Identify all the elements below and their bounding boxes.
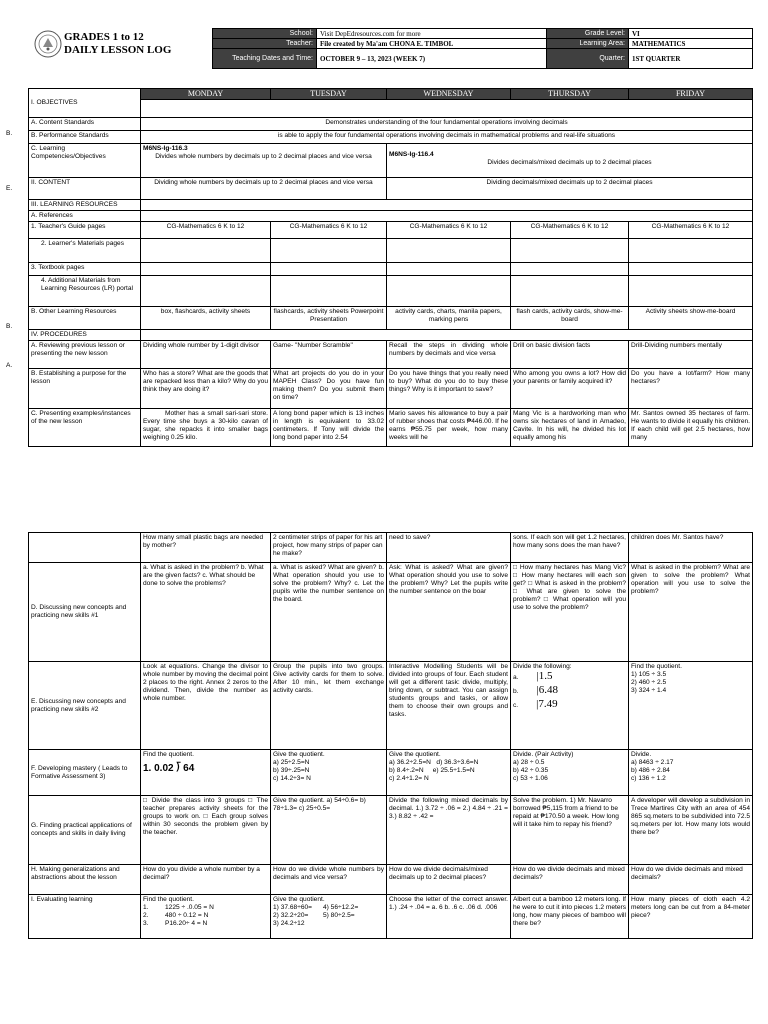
content-std-value: Demonstrates understanding of the four fundamental operations involving decimals <box>141 118 753 131</box>
pe-fri-2: 2) 460 ÷ 2.5 <box>631 679 667 686</box>
pa-fri: Drill-Dividing numbers mentally <box>629 341 753 369</box>
pb-wed: Do you have things that you really need to buy? What do you do to buy these things? Why is it important to save? <box>387 369 511 409</box>
pf-tue <box>271 750 387 796</box>
pi-tue-1: 1) 37.68÷60= 4) 56÷12.2= <box>273 904 359 911</box>
pd-tue: a. What is asked? What are given? b. What operation should you use to solve the problem? Why? c. Let the pupils write the number sentence on the board. <box>271 563 387 662</box>
pc-cont-tue: 2 centimeter strips of paper for his art project, how many strips of paper can he make? <box>271 533 387 563</box>
row-proc-b: B. Establishing a purpose for the lesson <box>29 369 141 409</box>
pc-cont-thu: sons. If each son will get 1.2 hectares, how many sons does the man have? <box>511 533 629 563</box>
content-mon-tue: Dividing whole numbers by decimals up to 2 decimal places and vice versa <box>141 178 387 200</box>
pe-thu-item-a <box>513 672 626 686</box>
ph-thu: How do we divide decimals and mixed decimals? <box>511 865 629 895</box>
day-monday: MONDAY <box>141 89 271 100</box>
pa-wed: Recall the steps in dividing whole numbers by decimals and vice versa <box>387 341 511 369</box>
ph-tue: How do we divide whole numbers by decimals and vice versa? <box>271 865 387 895</box>
tg-mon: CG-Mathematics 6 K to 12 <box>141 222 271 239</box>
pb-mon: Who has a store? What are the goods that are repacked less than a kilo? Why do you think they are doing it? <box>141 369 271 409</box>
pf-thu-title: Divide. (Pair Activity) <box>513 751 574 758</box>
pg-wed: Divide the following mixed decimals by decimal. 1.) 3.72 ÷ .06 = 2.) 4.84 ÷ .21 = 3.) 8.82 ÷ .42 = <box>387 796 511 865</box>
pi-mon-title: Find the quotient. <box>143 896 194 903</box>
row-procedures: IV. PROCEDURES <box>29 330 141 341</box>
row-content-std: A. Content Standards <box>29 118 141 131</box>
lc-wed-fri-text: Divides decimals/mixed decimals up to 2 decimal places <box>487 159 652 166</box>
pf-fri-a: a) 8463 ÷ 2.17 <box>631 759 674 766</box>
pb-thu: Who among you owns a lot? How did your parents or family acquired it? <box>511 369 629 409</box>
header-table <box>212 28 753 69</box>
pf-thu-c: c) 53 ÷ 1.06 <box>513 775 548 782</box>
pe-thu-title: Divide the following: <box>513 663 572 670</box>
olr-tue: flashcards, activity sheets Powerpoint Presentation <box>271 307 387 330</box>
pg-thu: Solve the problem. 1) Mr. Navarro borrowed ₱5,115 from a friend to be repaid at ₱170.50 a week. How long will it take him to repay his friend? <box>511 796 629 865</box>
deped-seal-icon <box>34 30 62 58</box>
pe-fri-3: 3) 324 ÷ 1.4 <box>631 687 667 694</box>
pf-tue-title: Give the quotient. <box>273 751 325 758</box>
teacher-label: Teacher: <box>213 39 317 49</box>
pi-mon <box>141 895 271 939</box>
quarter-label: Quarter: <box>547 49 629 69</box>
ph-wed: How do we divide decimals/mixed decimals up to 2 decimal places? <box>387 865 511 895</box>
olr-thu: flash cards, activity cards, show-me-board <box>511 307 629 330</box>
area-value: MATHEMATICS <box>629 39 753 49</box>
pd-mon: a. What is asked in the problem? b. What are the given facts? c. What should be done to solve the problems? <box>141 563 271 662</box>
pe-wed: Interactive Modelling Students will be divided into groups of four. Each student will get a different task: divide, multiply, bring down, or subtract. You can assign students groups and tasks, or allow them to choose their own groups and tasks. <box>387 662 511 750</box>
pf-fri-b: b) 486 ÷ 2.84 <box>631 767 670 774</box>
resources-blank <box>141 200 753 211</box>
objectives-blank <box>141 100 753 118</box>
pe-tue: Group the pupils into two groups. Give activity cards for them to solve. After 10 min., let them exchange activity cards. <box>271 662 387 750</box>
row-proc-a: A. Reviewing previous lesson or presenting the new lesson <box>29 341 141 369</box>
pf-thu <box>511 750 629 796</box>
area-label: Learning Area: <box>547 39 629 49</box>
pf-mon-item: 1. 0.02 ⟌ 64 <box>143 763 195 774</box>
pe-fri-1: 1) 105 ÷ 3.5 <box>631 671 667 678</box>
pf-wed <box>387 750 511 796</box>
row-content: II. CONTENT <box>29 178 141 200</box>
pf-thu-a: a) 28 ÷ 0.5 <box>513 759 545 766</box>
day-wednesday: WEDNESDAY <box>387 89 511 100</box>
row-learners-materials: 2. Learner's Materials pages <box>29 239 141 263</box>
row-learning-competencies: C. Learning Competencies/Objectives <box>29 144 141 178</box>
lc-mon-tue-text: Divides whole numbers by decimals up to 2 decimal places and vice versa <box>155 153 372 160</box>
pg-mon: □ Divide the class into 3 groups □ The teacher prepares activity sheets for the groups to work on. □ Each group solves within 30 seconds the problem given by the teacher. <box>141 796 271 865</box>
pi-mon-1: 1. 1225 ÷ .0.05 = N <box>143 904 214 911</box>
row-perf-std: B. Performance Standards <box>29 131 141 144</box>
pf-wed-title: Give the quotient. <box>389 751 441 758</box>
row-proc-c: C. Presenting examples/instances of the new lesson <box>29 409 141 447</box>
olr-fri: Activity sheets show-me-board <box>629 307 753 330</box>
row-proc-e: E. Discussing new concepts and practicing new skills #2 <box>29 662 141 750</box>
pi-tue-3: 3) 24.2÷12 <box>273 920 305 927</box>
lc-code-116-4: M6NS-Ig-116.4 <box>389 151 434 158</box>
dates-value: OCTOBER 9 – 13, 2023 (WEEK 7) <box>317 49 547 69</box>
grade-label: Grade Level: <box>547 29 629 39</box>
row-objectives: I. OBJECTIVES <box>29 89 141 118</box>
pf-fri <box>629 750 753 796</box>
pd-fri: What is asked in the problem? What are given to solve the problem? What operation will you use to solve the problem? <box>629 563 753 662</box>
pc-wed: Mario saves his allowance to buy a pair of rubber shoes that costs ₱446.00. If he earns ₱55.75 per week, how many weeks will he <box>387 409 511 447</box>
school-label: School: <box>213 29 317 39</box>
margin-marker-b2: B. <box>6 323 13 330</box>
school-value: Visit DepEdresources.com for more <box>317 29 547 39</box>
row-proc-d: D. Discussing new concepts and practicing new skills #1 <box>29 563 141 662</box>
title-dll: DAILY LESSON LOG <box>64 44 172 56</box>
procedures-blank <box>141 330 753 341</box>
tg-tue: CG-Mathematics 6 K to 12 <box>271 222 387 239</box>
lc-mon-tue <box>141 144 387 178</box>
pi-mon-3: 3. P16.20÷ 4 = N <box>143 920 208 927</box>
perf-std-value: is able to apply the four fundamental operations involving decimals in mathematical problems and real-life situations <box>141 131 753 144</box>
dll-table-page1 <box>28 88 753 447</box>
pd-thu: □ How many hectares has Mang Vic? □ How many hectares will each son get? □ What is asked in the problem? □ What are given to solve the problem? □ What operation will you use to solve the problem? <box>511 563 629 662</box>
pf-tue-b: b) 39÷.25=N <box>273 767 310 774</box>
pe-thu-b-label: b. <box>513 688 519 695</box>
title-grades: GRADES 1 to 12 <box>64 31 144 43</box>
pi-wed: Choose the letter of the correct answer. 1.) .24 ÷ .04 = a. 6 b. .6 c. .06 d. .006 <box>387 895 511 939</box>
margin-marker-b1: B. <box>6 130 13 137</box>
pe-thu-c-label: c. <box>513 702 519 709</box>
pa-tue: Game- "Number Scramble" <box>271 341 387 369</box>
dll-table-page2 <box>28 532 753 939</box>
row-proc-h: H. Making generalizations and abstractions about the lesson <box>29 865 141 895</box>
pc-cont-label <box>29 533 141 563</box>
row-teachers-guide: 1. Teacher's Guide pages <box>29 222 141 239</box>
grade-value: VI <box>629 29 753 39</box>
pd-wed: Ask: What is asked? What are given? What operation should you use to solve the problem? Why? Let the pupils write the number sentence on the boar <box>387 563 511 662</box>
tg-fri: CG-Mathematics 6 K to 12 <box>629 222 753 239</box>
ph-fri: How do we divide decimals and mixed decimals? <box>629 865 753 895</box>
pc-cont-wed: need to save? <box>387 533 511 563</box>
pf-mon <box>141 750 271 796</box>
row-proc-f: F. Developing mastery ( Leads to Formative Assessment 3) <box>29 750 141 796</box>
pf-wed-c: c) 2.4÷1.2= N <box>389 775 429 782</box>
pc-tue: A long bond paper which is 13 inches in length is equivalent to 33.02 centimeters. If Tony will divide the long bond paper into 2.54 <box>271 409 387 447</box>
olr-mon: box, flashcards, activity sheets <box>141 307 271 330</box>
pg-tue: Give the quotient. a) 54÷0.6= b) 78÷1.3= c) 25÷0.5= <box>271 796 387 865</box>
dates-label: Teaching Dates and Time: <box>213 49 317 69</box>
row-additional-materials: 4. Additional Materials from Learning Resources (LR) portal <box>29 276 141 307</box>
pc-cont-mon: How many small plastic bags are needed by mother? <box>141 533 271 563</box>
pe-thu-item-c <box>513 700 626 714</box>
pi-thu: Albert cut a bamboo 12 meters long. If he were to cut it into pieces 1.2 meters long, how many pieces of bamboo will there be? <box>511 895 629 939</box>
pe-mon: Look at equations. Change the divisor to whole number by moving the decimal point 2 places to the right. Annex 2 zeros to the dividend. Then, divide the number as whole number. <box>141 662 271 750</box>
row-learning-resources: III. LEARNING RESOURCES <box>29 200 141 211</box>
pf-wed-b: b) 8.4÷.2=N e) 25.5÷1.5=N <box>389 767 475 774</box>
day-tuesday: TUESDAY <box>271 89 387 100</box>
pe-thu-item-b <box>513 686 626 700</box>
pe-thu-a-label: a. <box>513 674 519 681</box>
pf-wed-a: a) 36.2÷2.5=N d) 36.3÷3.6=N <box>389 759 479 766</box>
row-textbook: 3. Textbook pages <box>29 263 141 276</box>
pc-fri: Mr. Santos owned 35 hectares of farm. He wants to divide it equally his children. If each child will get 2.5 hectares, how many <box>629 409 753 447</box>
pa-thu: Drill on basic division facts <box>511 341 629 369</box>
pi-tue-title: Give the quotient. <box>273 896 325 903</box>
pc-thu: Mang Vic is a hardworking man who owns six hectares of land in Amadeo, Cavite. In his will, he divided his lot equally among his <box>511 409 629 447</box>
pe-thu-a-value: |1.5 <box>536 670 553 682</box>
pi-fri: How many pieces of cloth each 4.2 meters long can be cut from a 84-meter piece? <box>629 895 753 939</box>
margin-marker-a: A. <box>6 362 13 369</box>
pi-tue <box>271 895 387 939</box>
pe-fri-title: Find the quotient. <box>631 663 682 670</box>
pi-mon-2: 2. 480 ÷ 0.12 = N <box>143 912 209 919</box>
pf-fri-c: c) 136 ÷ 1.2 <box>631 775 666 782</box>
pe-thu <box>511 662 629 750</box>
row-proc-g: G. Finding practical applications of concepts and skills in daily living <box>29 796 141 865</box>
pa-mon: Dividing whole number by 1-digit divisor <box>141 341 271 369</box>
pb-tue: What art projects do you do in your MAPEH Class? Do you have fun making them? Do you submit them on time? <box>271 369 387 409</box>
ph-mon: How do you divide a whole number by a decimal? <box>141 865 271 895</box>
row-other-resources: B. Other Learning Resources <box>29 307 141 330</box>
lc-code-116-3: M6NS-Ig-116.3 <box>143 145 188 152</box>
tg-thu: CG-Mathematics 6 K to 12 <box>511 222 629 239</box>
pe-fri <box>629 662 753 750</box>
pf-tue-a: a) 25÷2.5=N <box>273 759 310 766</box>
day-friday: FRIDAY <box>629 89 753 100</box>
lc-wed-fri <box>387 144 753 178</box>
pc-cont-fri: children does Mr. Santos have? <box>629 533 753 563</box>
olr-wed: activity cards, charts, manila papers, marking pens <box>387 307 511 330</box>
teacher-value: File created by Ma'am CHONA E. TIMBOL <box>317 39 547 49</box>
tg-wed: CG-Mathematics 6 K to 12 <box>387 222 511 239</box>
pf-thu-b: b) 42 ÷ 0.35 <box>513 767 549 774</box>
row-references: A. References <box>29 211 141 222</box>
quarter-value: 1ST QUARTER <box>629 49 753 69</box>
pe-thu-b-value: |6.48 <box>536 684 558 696</box>
margin-marker-e: E. <box>6 185 13 192</box>
row-proc-i: I. Evaluating learning <box>29 895 141 939</box>
references-blank <box>141 211 753 222</box>
pf-mon-title: Find the quotient. <box>143 751 194 758</box>
day-thursday: THURSDAY <box>511 89 629 100</box>
content-wed-fri: Dividing decimals/mixed decimals up to 2 decimal places <box>387 178 753 200</box>
pg-fri: A developer will develop a subdivision in Trece Martires City with an area of 454 865 sq.meters to be subdivided into 72.5 sq.meters per lot. How many lots would there be? <box>629 796 753 865</box>
pe-thu-c-value: |7.49 <box>536 698 558 710</box>
pi-tue-2: 2) 32.2÷20= 5) 80÷2.5= <box>273 912 355 919</box>
pc-mon: Mother has a small sari-sari store. Every time she buys a 30-kilo cavan of sugar, she repacks it into smaller bags weighing 0.25 kilo. <box>141 409 271 447</box>
pb-fri: Do you have a lot/farm? How many hectares? <box>629 369 753 409</box>
pf-tue-c: c) 14.2÷3= N <box>273 775 311 782</box>
pf-fri-title: Divide. <box>631 751 652 758</box>
